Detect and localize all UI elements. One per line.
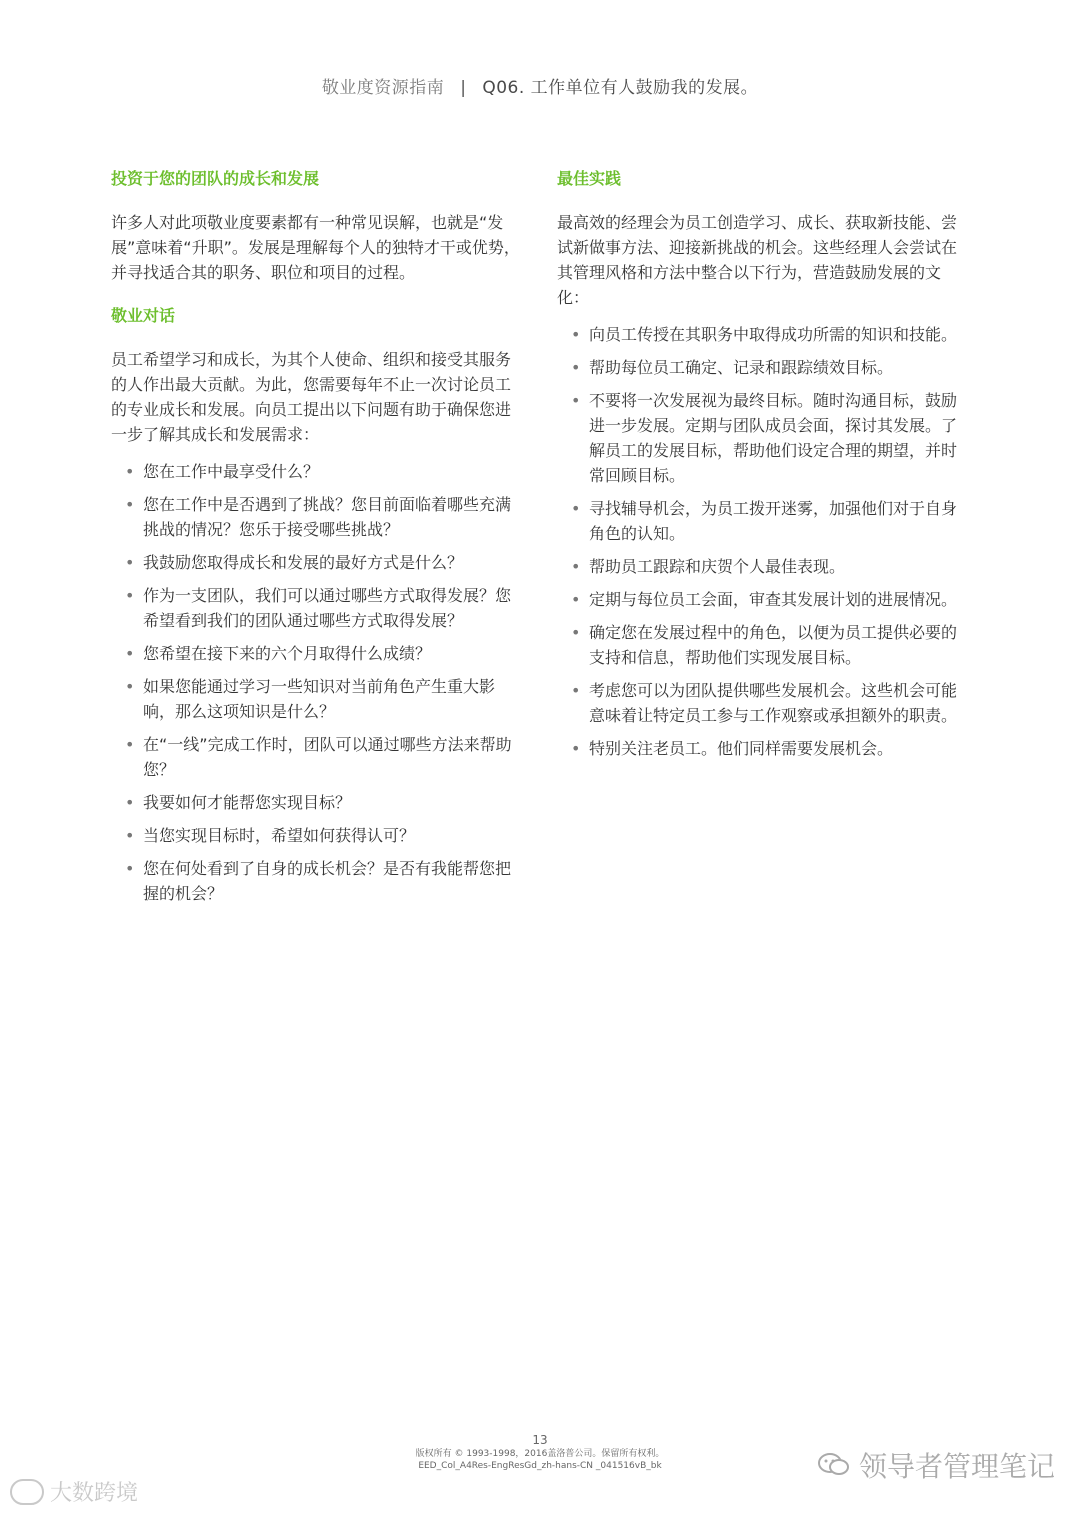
list-item-text: 如果您能通过学习一些知识对当前角色产生重大影响，那么这项知识是什么？ — [143, 677, 496, 721]
brand-logo-icon — [10, 1479, 44, 1505]
dialogue-paragraph: 员工希望学习和成长，为其个人使命、组织和接受其服务的人作出最大贡献。为此，您需要每年不止一次讨论员工的专业成长和发展。向员工提出以下问题有助于确保您进一步了解其成长和发展需求： — [111, 350, 512, 444]
list-item-text: 向员工传授在其职务中取得成功所需的知识和技能。 — [589, 325, 958, 344]
header-separator: | — [460, 78, 467, 98]
watermark-right-text: 领导者管理笔记 — [859, 1450, 1056, 1483]
watermark-right — [817, 1445, 1055, 1485]
bullet-icon: • — [571, 358, 581, 377]
section-heading-best-practice: 最佳实践 — [557, 169, 622, 188]
intro-paragraph: 许多人对此项敬业度要素都有一种常见误解，也就是“发展”意味着“升职”。发展是理解每个人的独特才干或优势，并寻找适合其的职务、职位和项目的过程。 — [111, 213, 520, 282]
question-list — [111, 459, 523, 906]
list-item-text: 您在工作中是否遇到了挑战？您目前面临着哪些充满挑战的情况？您乐于接受哪些挑战？ — [143, 495, 512, 539]
list-item-text: 定期与每位员工会面，审查其发展计划的进展情况。 — [589, 590, 958, 609]
bullet-icon: • — [125, 644, 135, 663]
wechat-icon — [817, 1452, 851, 1478]
bullet-icon: • — [571, 499, 581, 518]
guide-title: 敬业度资源指南 — [321, 78, 445, 98]
list-item — [557, 322, 969, 347]
list-item-text: 特别关注老员工。他们同样需要发展机会。 — [589, 739, 894, 758]
list-item — [557, 496, 969, 546]
list-item-text: 作为一支团队，我们可以通过哪些方式取得发展？您希望看到我们的团队通过哪些方式取得发展？ — [143, 586, 512, 630]
list-item-text: 确定您在发展过程中的角色，以便为员工提供必要的支持和信息，帮助他们实现发展目标。 — [589, 623, 958, 667]
list-item-text: 寻找辅导机会，为员工拨开迷雾，加强他们对于自身角色的认知。 — [589, 499, 958, 543]
bullet-icon: • — [571, 623, 581, 642]
list-item-text: 当您实现目标时，希望如何获得认可？ — [143, 826, 416, 845]
list-item — [557, 587, 969, 612]
list-item — [557, 678, 969, 728]
list-item — [111, 459, 523, 484]
section-heading-invest: 投资于您的团队的成长和发展 — [111, 169, 320, 188]
list-item-text: 考虑您可以为团队提供哪些发展机会。这些机会可能意味着让特定员工参与工作观察或承担额外的职责。 — [589, 681, 958, 725]
list-item-text: 我要如何才能帮您实现目标？ — [143, 793, 352, 812]
document-id: EED_Col_A4Res-EngResGd_zh-hans-CN _041516vB_bk — [418, 1461, 662, 1471]
bullet-icon: • — [125, 735, 135, 754]
bullet-icon: • — [125, 553, 135, 572]
question-title: Q06. 工作单位有人鼓励我的发展。 — [482, 78, 759, 98]
list-item — [111, 823, 523, 848]
list-item — [111, 790, 523, 815]
bullet-icon: • — [125, 826, 135, 845]
bullet-icon: • — [571, 590, 581, 609]
best-practice-paragraph: 最高效的经理会为员工创造学习、成长、获取新技能、尝试新做事方法、迎接新挑战的机会。这些经理人会尝试在其管理风格和方法中整合以下行为，营造鼓励发展的文化： — [557, 213, 958, 307]
list-item — [557, 736, 969, 761]
list-item-text: 在“一线”完成工作时，团队可以通过哪些方法来帮助您？ — [143, 735, 512, 779]
list-item-text: 您在工作中最享受什么？ — [143, 462, 320, 481]
bullet-icon: • — [571, 557, 581, 576]
bullet-icon: • — [571, 681, 581, 700]
list-item — [111, 492, 523, 542]
bullet-icon: • — [125, 462, 135, 481]
list-item — [111, 732, 523, 782]
bullet-icon: • — [125, 586, 135, 605]
list-item — [557, 554, 969, 579]
left-column — [111, 166, 523, 914]
bullet-icon: • — [125, 859, 135, 878]
list-item-text: 帮助每位员工确定、记录和跟踪绩效目标。 — [589, 358, 894, 377]
list-item-text: 我鼓励您取得成长和发展的最好方式是什么？ — [143, 553, 464, 572]
watermark-left-text: 大数跨境 — [50, 1481, 139, 1506]
list-item — [111, 641, 523, 666]
bullet-icon: • — [125, 677, 135, 696]
page-number: 13 — [532, 1433, 548, 1447]
list-item — [111, 550, 523, 575]
bullet-icon: • — [571, 739, 581, 758]
practice-list — [557, 322, 969, 761]
bullet-icon: • — [571, 391, 581, 410]
copyright-notice: 版权所有 © 1993-1998，2016盖洛普公司。保留所有权利。 — [415, 1449, 665, 1459]
list-item-text: 您在何处看到了自身的成长机会？是否有我能帮您把握的机会？ — [143, 859, 512, 903]
list-item — [557, 620, 969, 670]
right-column — [557, 166, 969, 769]
bullet-icon: • — [125, 793, 135, 812]
list-item-text: 您希望在接下来的六个月取得什么成绩？ — [143, 644, 432, 663]
section-heading-dialogue: 敬业对话 — [111, 306, 176, 325]
list-item — [557, 355, 969, 380]
list-item — [111, 856, 523, 906]
list-item-text: 不要将一次发展视为最终目标。随时沟通目标，鼓励进一步发展。定期与团队成员会面，探讨其发展。了解员工的发展目标，帮助他们设定合理的期望，并时常回顾目标。 — [589, 391, 958, 485]
page-header — [0, 73, 1080, 98]
list-item — [557, 388, 969, 488]
list-item — [111, 674, 523, 724]
list-item-text: 帮助员工跟踪和庆贺个人最佳表现。 — [589, 557, 846, 576]
list-item — [111, 583, 523, 633]
bullet-icon: • — [571, 325, 581, 344]
bullet-icon: • — [125, 495, 135, 514]
watermark-left — [10, 1476, 138, 1507]
